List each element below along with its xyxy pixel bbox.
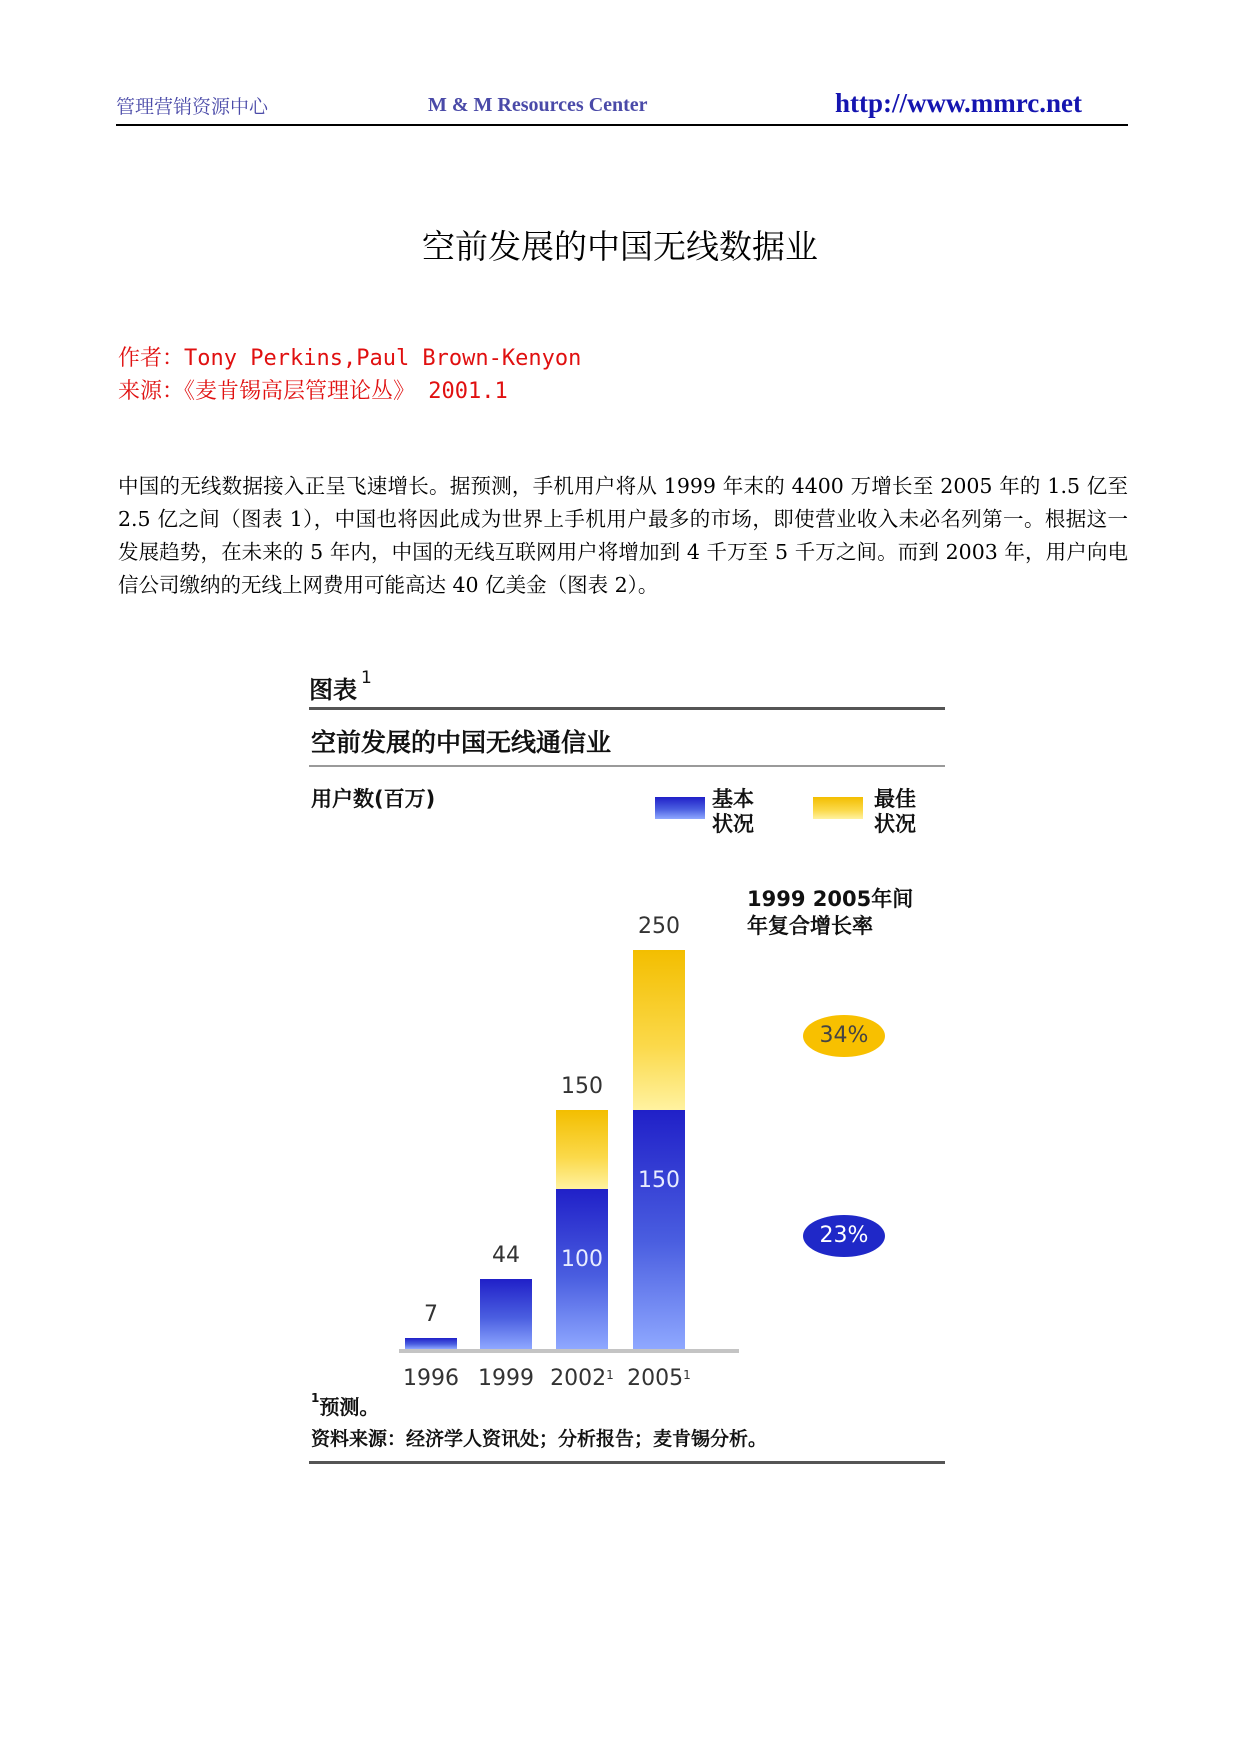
x-tick-1999: 1999 bbox=[478, 1366, 534, 1391]
author-line bbox=[118, 341, 581, 372]
header-center-name: M & M Resources Center bbox=[428, 94, 648, 116]
x-tick-2005: 2005$^1$ bbox=[627, 1366, 691, 1391]
bar-1996-base bbox=[405, 1338, 457, 1349]
page-title: 空前发展的中国无线数据业 bbox=[422, 227, 818, 266]
legend-swatch-best bbox=[813, 797, 863, 819]
figure-top-rule bbox=[309, 707, 945, 710]
bar-2005-base bbox=[633, 1110, 685, 1349]
total-label-1999: 44 bbox=[492, 1242, 520, 1268]
legend-label-best: 最佳 状况 bbox=[874, 787, 916, 836]
figure-bottom-rule bbox=[309, 1461, 945, 1464]
figure-footnote: $^1$预测。 bbox=[311, 1391, 380, 1419]
page-header bbox=[116, 90, 1128, 126]
chart-y-label: 用户数(百万) bbox=[311, 787, 436, 811]
author-label: 作者： bbox=[118, 346, 185, 371]
legend-swatch-base bbox=[655, 797, 705, 819]
total-label-2005: 250 bbox=[638, 914, 680, 939]
bar-2002-best bbox=[556, 1110, 608, 1190]
cagr-badge-best: 34% bbox=[803, 1015, 885, 1057]
body-paragraph: 中国的无线数据接入正呈飞速增长。据预测，手机用户将从 1999 年末的 4400 万增长至 2005 年的 1.5 亿至 2.5 亿之间（图表 1），中国也将因此成为世界上手机用户最多的市场，即使营业收入未必名列第一。根据这一发展趋势，在未来的 5 年内，中国的无线互联网用户将增加到 4 千万至 5 千万之间。而到 2003 年，用户向电信公司缴纳的无线上网费用可能高达 40 亿美金（图表 2）。 bbox=[118, 474, 1128, 597]
figure-1 bbox=[309, 670, 945, 1470]
bar-1999-base bbox=[480, 1279, 532, 1349]
x-axis bbox=[399, 1349, 739, 1353]
inner-label-2002: 100 bbox=[561, 1247, 603, 1273]
source-label: 来源：《麦肯锡高层管理论丛》 bbox=[118, 379, 416, 404]
source-value: 2001.1 bbox=[428, 379, 508, 404]
cagr-header: 1999 2005年间 年复合增长率 bbox=[747, 887, 914, 938]
legend-label-base: 基本 状况 bbox=[712, 787, 754, 836]
figure-sub-rule bbox=[309, 765, 945, 767]
inner-label-2005: 150 bbox=[638, 1167, 680, 1193]
header-org-name: 管理营销资源中心 bbox=[116, 96, 269, 118]
cagr-badge-base: 23% bbox=[803, 1215, 885, 1257]
bar-2005-best bbox=[633, 950, 685, 1110]
total-label-1996: 7 bbox=[424, 1301, 438, 1327]
figure-label: 图表 $^1$ bbox=[309, 668, 372, 704]
figure-subtitle: 空前发展的中国无线通信业 bbox=[311, 728, 612, 757]
x-tick-1996: 1996 bbox=[403, 1366, 459, 1391]
x-tick-2002: 2002$^1$ bbox=[550, 1366, 614, 1391]
header-url-link[interactable]: http://www.mmrc.net bbox=[835, 88, 1082, 118]
source-line bbox=[118, 374, 508, 405]
author-value: Tony Perkins,Paul Brown-Kenyon bbox=[184, 346, 582, 371]
figure-source: 资料来源：经济学人资讯处；分析报告；麦肯锡分析。 bbox=[311, 1428, 768, 1450]
total-label-2002: 150 bbox=[561, 1073, 603, 1099]
